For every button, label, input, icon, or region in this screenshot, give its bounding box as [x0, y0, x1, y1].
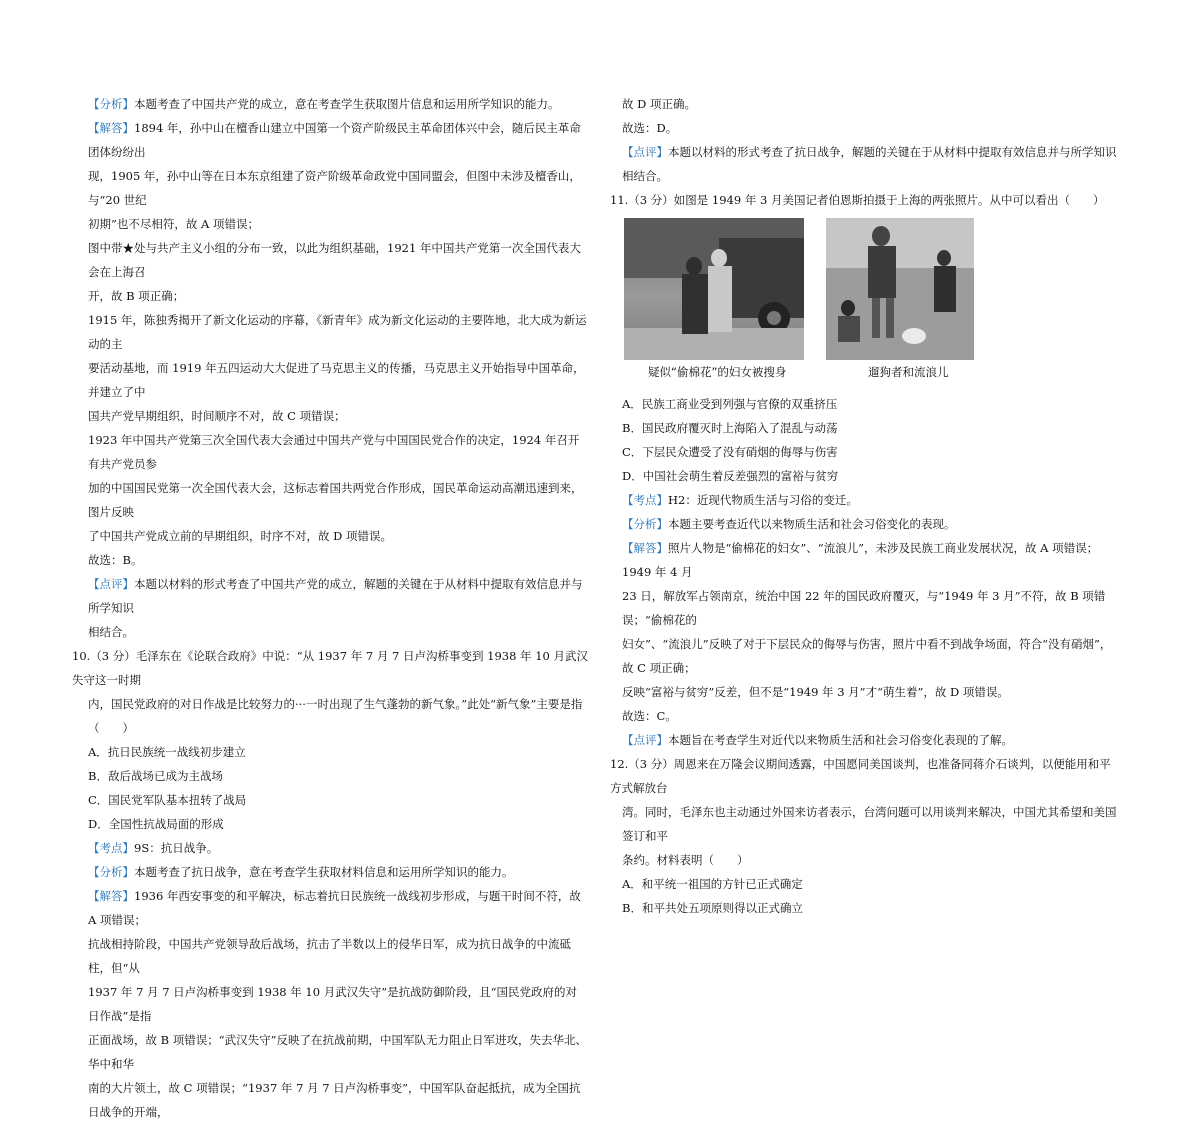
- q9-answer-line: 国共产党早期组织，时间顺序不对，故 C 项错误；: [88, 409, 346, 423]
- comment-tag: 【点评】: [622, 733, 668, 747]
- q9-answer-line: 初期”也不尽相符，故 A 项错误；: [88, 217, 259, 231]
- answer-tag: 【解答】: [88, 889, 134, 903]
- q11-analysis: 【分析】本题主要考查近代以来物质生活和社会习俗变化的表现。: [622, 517, 956, 531]
- q12-stem: 12.（3 分）周恩来在万隆会议期间透露，中国愿同美国谈判，也准备同蒋介石谈判，以便能用和平方式解放台: [610, 757, 1111, 795]
- point-tag: 【考点】: [622, 493, 668, 507]
- q9-comment: 【点评】本题以材料的形式考查了中国共产党的成立，解题的关键在于从材料中提取有效信息并与所学知识: [88, 577, 583, 615]
- q9-answer: 【解答】1894 年，孙中山在檀香山建立中国第一个资产阶级民主革命团体兴中会，随后民主革命团体纷纷出: [88, 121, 581, 159]
- q10-answer: 【解答】1936 年西安事变的和平解决，标志着抗日民族统一战线初步形成，与题干时间不符，故 A 项错误；: [88, 889, 581, 927]
- q9-choice: 故选：B。: [88, 553, 143, 567]
- q9-answer-line: 开，故 B 项正确；: [88, 289, 185, 303]
- photo-dog-walker: [826, 218, 974, 360]
- q9-answer-line: 现，1905 年，孙中山等在日本东京组建了资产阶级革命政党中国同盟会，但图中未涉及檀香山，与“20 世纪: [88, 169, 581, 207]
- q10-option-c: C．国民党军队基本扭转了战局: [88, 793, 247, 807]
- q10-comment: 【点评】本题以材料的形式考查了抗日战争，解题的关键在于从材料中提取有效信息并与所学知识相结合。: [622, 145, 1117, 183]
- q10-answer-line: 南的大片领土，故 C 项错误；“1937 年 7 月 7 日卢沟桥事变”，中国军队奋起抵抗，成为全国抗日战争的开端，: [88, 1081, 581, 1119]
- q9-answer-line: 加的中国国民党第一次全国代表大会，这标志着国共两党合作形成，国民革命运动高潮迅速到来，图片反映: [88, 481, 583, 519]
- q10-stem: 10.（3 分）毛泽东在《论联合政府》中说：“从 1937 年 7 月 7 日卢沟桥事变到 1938 年 10 月武汉失守这一时期: [72, 649, 588, 687]
- q9-answer-line: 1915 年，陈独秀揭开了新文化运动的序幕，《新青年》成为新文化运动的主要阵地，北大成为新运动的主: [88, 313, 587, 351]
- q10-option-d: D．全国性抗战局面的形成: [88, 817, 224, 831]
- q11-answer-line: 反映“富裕与贫穷”反差，但不是“1949 年 3 月”才“萌生着”，故 D 项错误。: [622, 685, 1009, 699]
- right-column: [610, 92, 1122, 920]
- q10-choice: 故选：D。: [622, 121, 678, 135]
- q12-stem-line: 条约。材料表明（ ）: [622, 853, 749, 867]
- q10-answer-line: 1937 年 7 月 7 日卢沟桥事变到 1938 年 10 月武汉失守”是抗战防御阶段，且“国民党政府的对日作战”是指: [88, 985, 577, 1023]
- q11-option-b: B．国民政府覆灭时上海陷入了混乱与动荡: [622, 421, 838, 435]
- analysis-tag: 【分析】: [88, 865, 134, 879]
- answer-tag: 【解答】: [88, 121, 134, 135]
- q11-option-a: A．民族工商业受到列强与官僚的双重挤压: [622, 397, 838, 411]
- q11-option-d: D．中国社会萌生着反差强烈的富裕与贫穷: [622, 469, 839, 483]
- q10-option-a: A．抗日民族统一战线初步建立: [88, 745, 246, 759]
- comment-tag: 【点评】: [622, 145, 668, 159]
- q10-analysis: 【分析】本题考查了抗日战争，意在考查学生获取材料信息和运用所学知识的能力。: [88, 865, 514, 879]
- q10-answer-end: 故 D 项正确。: [622, 97, 697, 111]
- analysis-tag: 【分析】: [88, 97, 134, 111]
- q10-answer-line: 正面战场，故 B 项错误；“武汉失守”反映了在抗战前期，中国军队无力阻止日军进攻，失去华北、华中和华: [88, 1033, 588, 1071]
- answer-tag: 【解答】: [622, 541, 668, 555]
- comment-tag: 【点评】: [88, 577, 134, 591]
- q11-choice: 故选：C。: [622, 709, 677, 723]
- q10-stem-line: 内，国民党政府的对日作战是比较努力的···一时出现了生气蓬勃的新气象。”此处“新气象”主要是指（ ）: [88, 697, 583, 735]
- q9-analysis: 【分析】本题考查了中国共产党的成立，意在考查学生获取图片信息和运用所学知识的能力。: [88, 97, 560, 111]
- q10-point: 【考点】9S：抗日战争。: [88, 841, 219, 855]
- q9-answer-line: 1923 年中国共产党第三次全国代表大会通过中国共产党与中国国民党合作的决定，1924 年召开有共产党员参: [88, 433, 580, 471]
- left-column: [72, 92, 588, 1124]
- q9-comment-line: 相结合。: [88, 625, 134, 639]
- q11-answer: 【解答】照片人物是“偷棉花的妇女”、“流浪儿”，未涉及民族工商业发展状况，故 A 项错误；1949 年 4 月: [622, 541, 1099, 579]
- q11-comment: 【点评】本题旨在考查学生对近代以来物质生活和社会习俗变化表现的了解。: [622, 733, 1013, 747]
- q11-stem: 11.（3 分）如图是 1949 年 3 月美国记者伯恩斯拍摄于上海的两张照片。从中可以看出（ ）: [610, 193, 1105, 207]
- q11-option-c: C．下层民众遭受了没有硝烟的侮辱与伤害: [622, 445, 838, 459]
- q12-stem-line: 湾。同时，毛泽东也主动通过外国来访者表示，台湾问题可以用谈判来解决，中国尤其希望和美国签订和平: [622, 805, 1117, 843]
- q11-answer-line: 23 日，解放军占领南京，统治中国 22 年的国民政府覆灭，与“1949 年 3 月”不符，故 B 项错误；“偷棉花的: [622, 589, 1106, 627]
- analysis-tag: 【分析】: [622, 517, 668, 531]
- photo-woman-searched: [624, 218, 804, 360]
- q12-option-b: B．和平共处五项原则得以正式确立: [622, 901, 803, 915]
- photo1-caption: 疑似“偷棉花”的妇女被搜身: [648, 365, 787, 379]
- q11-answer-line: 妇女”、“流浪儿”反映了对于下层民众的侮辱与伤害，照片中看不到战争场面，符合“没有硝烟”，故 C 项正确；: [622, 637, 1112, 675]
- q11-photos: [622, 214, 1122, 392]
- q9-answer-line: 要活动基地，而 1919 年五四运动大大促进了马克思主义的传播，马克思主义开始指导中国革命，并建立了中: [88, 361, 585, 399]
- q11-point: 【考点】H2：近现代物质生活与习俗的变迁。: [622, 493, 858, 507]
- point-tag: 【考点】: [88, 841, 134, 855]
- q9-answer-line: 了中国共产党成立前的早期组织，时序不对，故 D 项错误。: [88, 529, 393, 543]
- photo2-caption: 遛狗者和流浪儿: [868, 365, 949, 379]
- q9-answer-line: 图中带★处与共产主义小组的分布一致，以此为组织基础，1921 年中国共产党第一次全国代表大会在上海召: [88, 241, 581, 279]
- q12-option-a: A．和平统一祖国的方针已正式确定: [622, 877, 803, 891]
- q10-option-b: B．敌后战场已成为主战场: [88, 769, 223, 783]
- q10-answer-line: 抗战相持阶段，中国共产党领导敌后战场，抗击了半数以上的侵华日军，成为抗日战争的中流砥柱，但“从: [88, 937, 571, 975]
